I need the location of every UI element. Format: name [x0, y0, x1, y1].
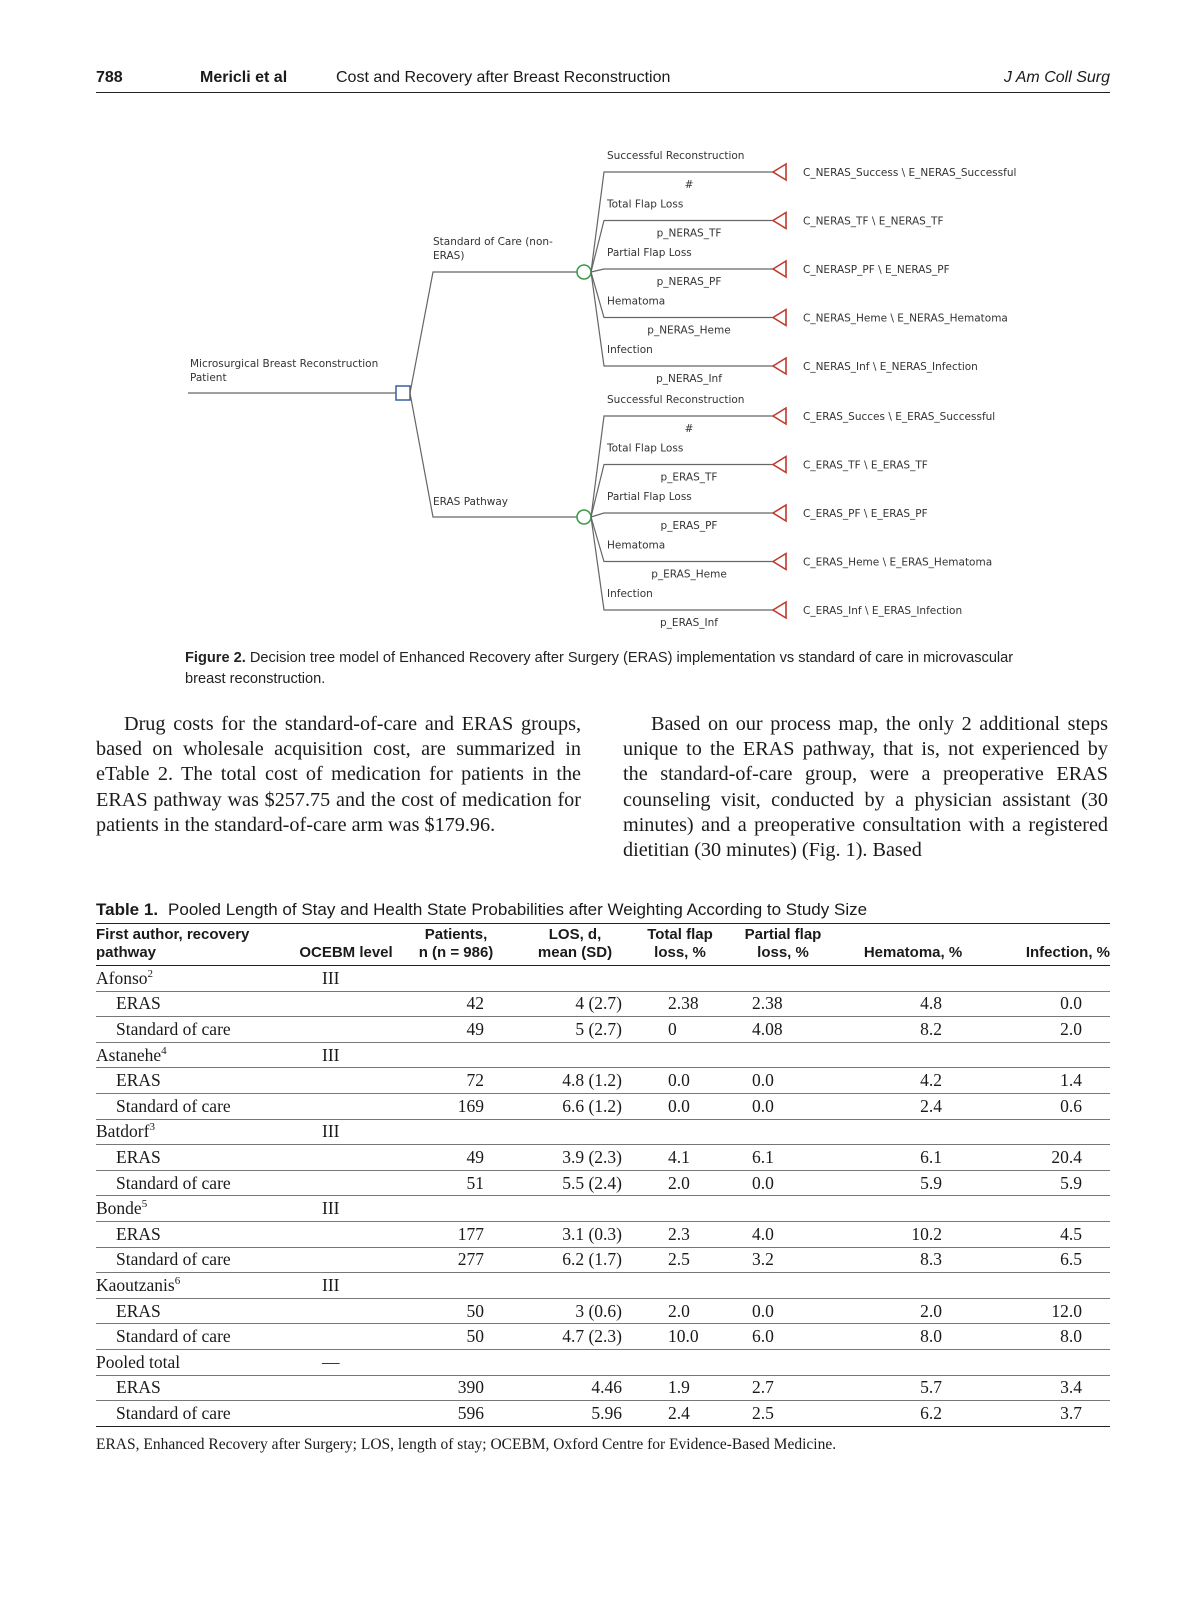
study-author: Bonde$^5$	[96, 1196, 296, 1222]
cell-pf: 6.0	[726, 1324, 840, 1350]
header-title: Cost and Recovery after Breast Reconstruction	[336, 69, 671, 86]
header-ocebm: OCEBM level	[296, 924, 396, 966]
pathway-arm: Standard of care	[96, 1401, 296, 1427]
cell-pf: 0.0	[726, 1298, 840, 1324]
root-label: Microsurgical Breast Reconstruction	[190, 358, 379, 370]
body-column-left	[96, 712, 581, 838]
pathway-arm: Standard of care	[96, 1093, 296, 1119]
ocebm-level: III	[296, 966, 396, 992]
table-row	[96, 1324, 1110, 1350]
cell-los: 4.8 (1.2)	[516, 1068, 634, 1094]
cell-los: 3.9 (2.3)	[516, 1145, 634, 1171]
cell-tf: 0.0	[634, 1068, 726, 1094]
cell-tf: 2.3	[634, 1221, 726, 1247]
outcome-label: Partial Flap Loss	[607, 491, 692, 503]
cell-pf: 6.1	[726, 1145, 840, 1171]
cell-hematoma: 8.2	[840, 1017, 986, 1043]
outcome-label: Total Flap Loss	[607, 442, 684, 455]
terminal-node	[773, 213, 786, 229]
terminal-node	[773, 310, 786, 326]
study-author: Batdorf$^3$	[96, 1119, 296, 1145]
table-header-row	[96, 924, 1110, 966]
table-row	[96, 1247, 1110, 1273]
cell-patients: 596	[396, 1401, 516, 1427]
cell-tf: 2.38	[634, 991, 726, 1017]
outcome-label: Successful Reconstruction	[607, 394, 745, 406]
table-container	[96, 923, 1110, 1427]
branch-label: ERAS Pathway	[433, 496, 508, 508]
header-total-flap: Total flap loss, %	[634, 924, 726, 966]
branch-label: ERAS)	[433, 250, 465, 262]
cell-patients: 72	[396, 1068, 516, 1094]
terminal-node	[773, 457, 786, 473]
cell-pf: 0.0	[726, 1170, 840, 1196]
table-footnote: ERAS, Enhanced Recovery after Surgery; LOS, length of stay; OCEBM, Oxford Centre for Evidence-Based Medicine.	[96, 1436, 837, 1453]
ocebm-level: —	[296, 1349, 396, 1375]
outcome-payoff: C_ERAS_TF \ E_ERAS_TF	[803, 459, 928, 472]
cell-hematoma: 4.8	[840, 991, 986, 1017]
outcome-probability: p_ERAS_Heme	[651, 568, 727, 581]
study-author: Kaoutzanis$^6$	[96, 1273, 296, 1299]
chance-node	[577, 265, 591, 279]
table-row	[96, 1145, 1110, 1171]
terminal-node	[773, 358, 786, 374]
cell-pf: 0.0	[726, 1068, 840, 1094]
cell-los: 4.7 (2.3)	[516, 1324, 634, 1350]
table-row	[96, 1375, 1110, 1401]
cell-pf: 4.08	[726, 1017, 840, 1043]
outcome-label: Infection	[607, 344, 653, 356]
ocebm-level: III	[296, 1196, 396, 1222]
reference-number: 2	[147, 967, 154, 980]
table-label: Table 1.	[96, 900, 159, 919]
branch-label: Standard of Care (non-	[433, 236, 553, 248]
cell-infection: 0.0	[986, 991, 1110, 1017]
cell-infection: 12.0	[986, 1298, 1110, 1324]
figure-caption-text: Decision tree model of Enhanced Recovery after Surgery (ERAS) implementation vs standard of care in microvascular breast reconstruction.	[185, 650, 1014, 687]
outcome-probability: #	[684, 179, 694, 191]
table-group-row	[96, 1196, 1110, 1222]
outcome-probability: p_NERAS_Inf	[656, 373, 722, 385]
cell-infection: 5.9	[986, 1170, 1110, 1196]
pathway-arm: Standard of care	[96, 1017, 296, 1043]
table-row	[96, 1298, 1110, 1324]
table-group-row	[96, 1042, 1110, 1068]
cell-tf: 10.0	[634, 1324, 726, 1350]
header-partial-flap: Partial flap loss, %	[726, 924, 840, 966]
table-row	[96, 1401, 1110, 1427]
cell-patients: 169	[396, 1093, 516, 1119]
study-author: Astanehe$^4$	[96, 1042, 296, 1068]
outcome-label: Hematoma	[607, 539, 666, 552]
table-group-row	[96, 1273, 1110, 1299]
outcome-line	[591, 513, 773, 517]
cell-hematoma: 6.1	[840, 1145, 986, 1171]
cell-los: 3.1 (0.3)	[516, 1221, 634, 1247]
reference-number: 3	[149, 1121, 155, 1134]
cell-infection: 0.6	[986, 1093, 1110, 1119]
study-author: Afonso$^2$	[96, 966, 296, 992]
cell-infection: 6.5	[986, 1247, 1110, 1273]
cell-infection: 4.5	[986, 1221, 1110, 1247]
table-row	[96, 1170, 1110, 1196]
cell-los: 4.46	[516, 1375, 634, 1401]
outcome-probability: #	[684, 423, 694, 435]
outcome-payoff: C_NERASP_PF \ E_NERAS_PF	[803, 264, 950, 276]
study-author: Pooled total	[96, 1349, 296, 1375]
cell-los: 3 (0.6)	[516, 1298, 634, 1324]
cell-los: 6.6 (1.2)	[516, 1093, 634, 1119]
cell-tf: 2.4	[634, 1401, 726, 1427]
pathway-arm: ERAS	[96, 1145, 296, 1171]
figure-caption	[185, 648, 1035, 690]
terminal-node	[773, 602, 786, 618]
cell-hematoma: 8.3	[840, 1247, 986, 1273]
pathway-arm: Standard of care	[96, 1324, 296, 1350]
ocebm-level: III	[296, 1042, 396, 1068]
table-row	[96, 1093, 1110, 1119]
cell-pf: 2.5	[726, 1401, 840, 1427]
pathway-arm: ERAS	[96, 1068, 296, 1094]
figure-decision-tree	[0, 0, 1200, 640]
outcome-probability: p_NERAS_PF	[656, 276, 722, 288]
chance-node	[577, 510, 591, 524]
cell-patients: 50	[396, 1298, 516, 1324]
cell-infection: 2.0	[986, 1017, 1110, 1043]
outcome-payoff: C_ERAS_Heme \ E_ERAS_Hematoma	[803, 556, 993, 569]
terminal-node	[773, 554, 786, 570]
reference-number: 6	[174, 1275, 181, 1288]
table-row	[96, 1017, 1110, 1043]
decision-node	[396, 386, 410, 400]
header-authors: Mericli et al	[200, 69, 288, 86]
cell-hematoma: 5.7	[840, 1375, 986, 1401]
header-journal: J Am Coll Surg	[1003, 69, 1110, 86]
cell-los: 5.5 (2.4)	[516, 1170, 634, 1196]
outcome-payoff: C_ERAS_Inf \ E_ERAS_Infection	[803, 605, 963, 617]
terminal-node	[773, 261, 786, 277]
outcome-line	[591, 269, 773, 272]
outcome-label: Total Flap Loss	[607, 198, 684, 211]
outcome-payoff: C_ERAS_PF \ E_ERAS_PF	[803, 508, 928, 520]
table-title	[96, 900, 867, 920]
outcome-probability: p_NERAS_Heme	[647, 324, 731, 337]
decision-tree-diagram	[0, 0, 1200, 640]
cell-tf: 0.0	[634, 1093, 726, 1119]
cell-los: 5 (2.7)	[516, 1017, 634, 1043]
pathway-arm: Standard of care	[96, 1247, 296, 1273]
table-row	[96, 991, 1110, 1017]
header-los: LOS, d, mean (SD)	[516, 924, 634, 966]
cell-tf: 4.1	[634, 1145, 726, 1171]
outcome-probability: p_ERAS_TF	[660, 471, 718, 484]
cell-tf: 2.0	[634, 1170, 726, 1196]
pathway-arm: ERAS	[96, 1375, 296, 1401]
pathway-arm: ERAS	[96, 991, 296, 1017]
body-paragraph-left: Drug costs for the standard-of-care and ERAS groups, based on wholesale acquisition cost, are summarized in eTable 2. The total cost of medication for patients in the ERAS pathway was $257.75 and the cost of medication for patients in the standard-of-care arm was $179.96.	[96, 713, 581, 836]
outcome-label: Partial Flap Loss	[607, 247, 692, 259]
page-number: 788	[96, 69, 123, 86]
outcome-probability: p_ERAS_Inf	[660, 617, 718, 629]
outcome-payoff: C_NERAS_TF \ E_NERAS_TF	[803, 215, 944, 228]
cell-patients: 49	[396, 1017, 516, 1043]
table-group-row	[96, 966, 1110, 992]
cell-los: 6.2 (1.7)	[516, 1247, 634, 1273]
root-label: Patient	[190, 372, 227, 384]
branch-line	[410, 272, 577, 393]
cell-infection: 1.4	[986, 1068, 1110, 1094]
cell-infection: 3.7	[986, 1401, 1110, 1427]
cell-hematoma: 2.0	[840, 1298, 986, 1324]
reference-number: 5	[141, 1198, 148, 1211]
header-author: First author, recovery pathway	[96, 924, 296, 966]
cell-los: 5.96	[516, 1401, 634, 1427]
cell-infection: 20.4	[986, 1145, 1110, 1171]
ocebm-level: III	[296, 1119, 396, 1145]
outcome-payoff: C_NERAS_Inf \ E_NERAS_Infection	[803, 361, 978, 373]
header-hematoma: Hematoma, %	[840, 924, 986, 966]
cell-patients: 390	[396, 1375, 516, 1401]
cell-hematoma: 8.0	[840, 1324, 986, 1350]
cell-los: 4 (2.7)	[516, 991, 634, 1017]
cell-patients: 51	[396, 1170, 516, 1196]
body-paragraph-right: Based on our process map, the only 2 additional steps unique to the ERAS pathway, that is, not experienced by the standard-of-care group, were a preoperative ERAS counseling visit, conducted by a physician assistant (30 minutes) and a preoperative consultation with a registered dietitian (30 minutes) (Fig. 1). Based	[623, 713, 1108, 862]
data-table	[96, 923, 1110, 1427]
cell-tf: 2.0	[634, 1298, 726, 1324]
header-infection: Infection, %	[986, 924, 1110, 966]
cell-hematoma: 5.9	[840, 1170, 986, 1196]
cell-pf: 3.2	[726, 1247, 840, 1273]
cell-patients: 50	[396, 1324, 516, 1350]
cell-tf: 0	[634, 1017, 726, 1043]
cell-infection: 8.0	[986, 1324, 1110, 1350]
cell-pf: 2.38	[726, 991, 840, 1017]
cell-pf: 4.0	[726, 1221, 840, 1247]
cell-tf: 1.9	[634, 1375, 726, 1401]
outcome-label: Successful Reconstruction	[607, 150, 745, 162]
cell-patients: 42	[396, 991, 516, 1017]
cell-patients: 49	[396, 1145, 516, 1171]
cell-pf: 2.7	[726, 1375, 840, 1401]
outcome-payoff: C_NERAS_Success \ E_NERAS_Successful	[803, 167, 1017, 179]
cell-tf: 2.5	[634, 1247, 726, 1273]
table-row	[96, 1068, 1110, 1094]
table-group-row	[96, 1119, 1110, 1145]
cell-hematoma: 10.2	[840, 1221, 986, 1247]
outcome-payoff: C_ERAS_Succes \ E_ERAS_Successful	[803, 411, 996, 423]
table-group-row	[96, 1349, 1110, 1375]
table-body	[96, 966, 1110, 1427]
outcome-label: Infection	[607, 588, 653, 600]
outcome-probability: p_NERAS_TF	[656, 227, 722, 240]
cell-hematoma: 4.2	[840, 1068, 986, 1094]
outcome-probability: p_ERAS_PF	[660, 520, 718, 532]
cell-hematoma: 2.4	[840, 1093, 986, 1119]
ocebm-level: III	[296, 1273, 396, 1299]
header-patients: Patients, n (n = 986)	[396, 924, 516, 966]
reference-number: 4	[161, 1044, 167, 1057]
table-title-text: Pooled Length of Stay and Health State Probabilities after Weighting According to Study Size	[168, 900, 868, 919]
pathway-arm: ERAS	[96, 1298, 296, 1324]
pathway-arm: ERAS	[96, 1221, 296, 1247]
terminal-node	[773, 505, 786, 521]
body-column-right	[623, 712, 1108, 863]
terminal-node	[773, 408, 786, 424]
pathway-arm: Standard of care	[96, 1170, 296, 1196]
cell-hematoma: 6.2	[840, 1401, 986, 1427]
table-row	[96, 1221, 1110, 1247]
outcome-label: Hematoma	[607, 295, 666, 308]
figure-caption-label: Figure 2.	[185, 650, 246, 666]
terminal-node	[773, 164, 786, 180]
cell-pf: 0.0	[726, 1093, 840, 1119]
cell-patients: 177	[396, 1221, 516, 1247]
outcome-payoff: C_NERAS_Heme \ E_NERAS_Hematoma	[803, 312, 1008, 325]
cell-patients: 277	[396, 1247, 516, 1273]
cell-infection: 3.4	[986, 1375, 1110, 1401]
